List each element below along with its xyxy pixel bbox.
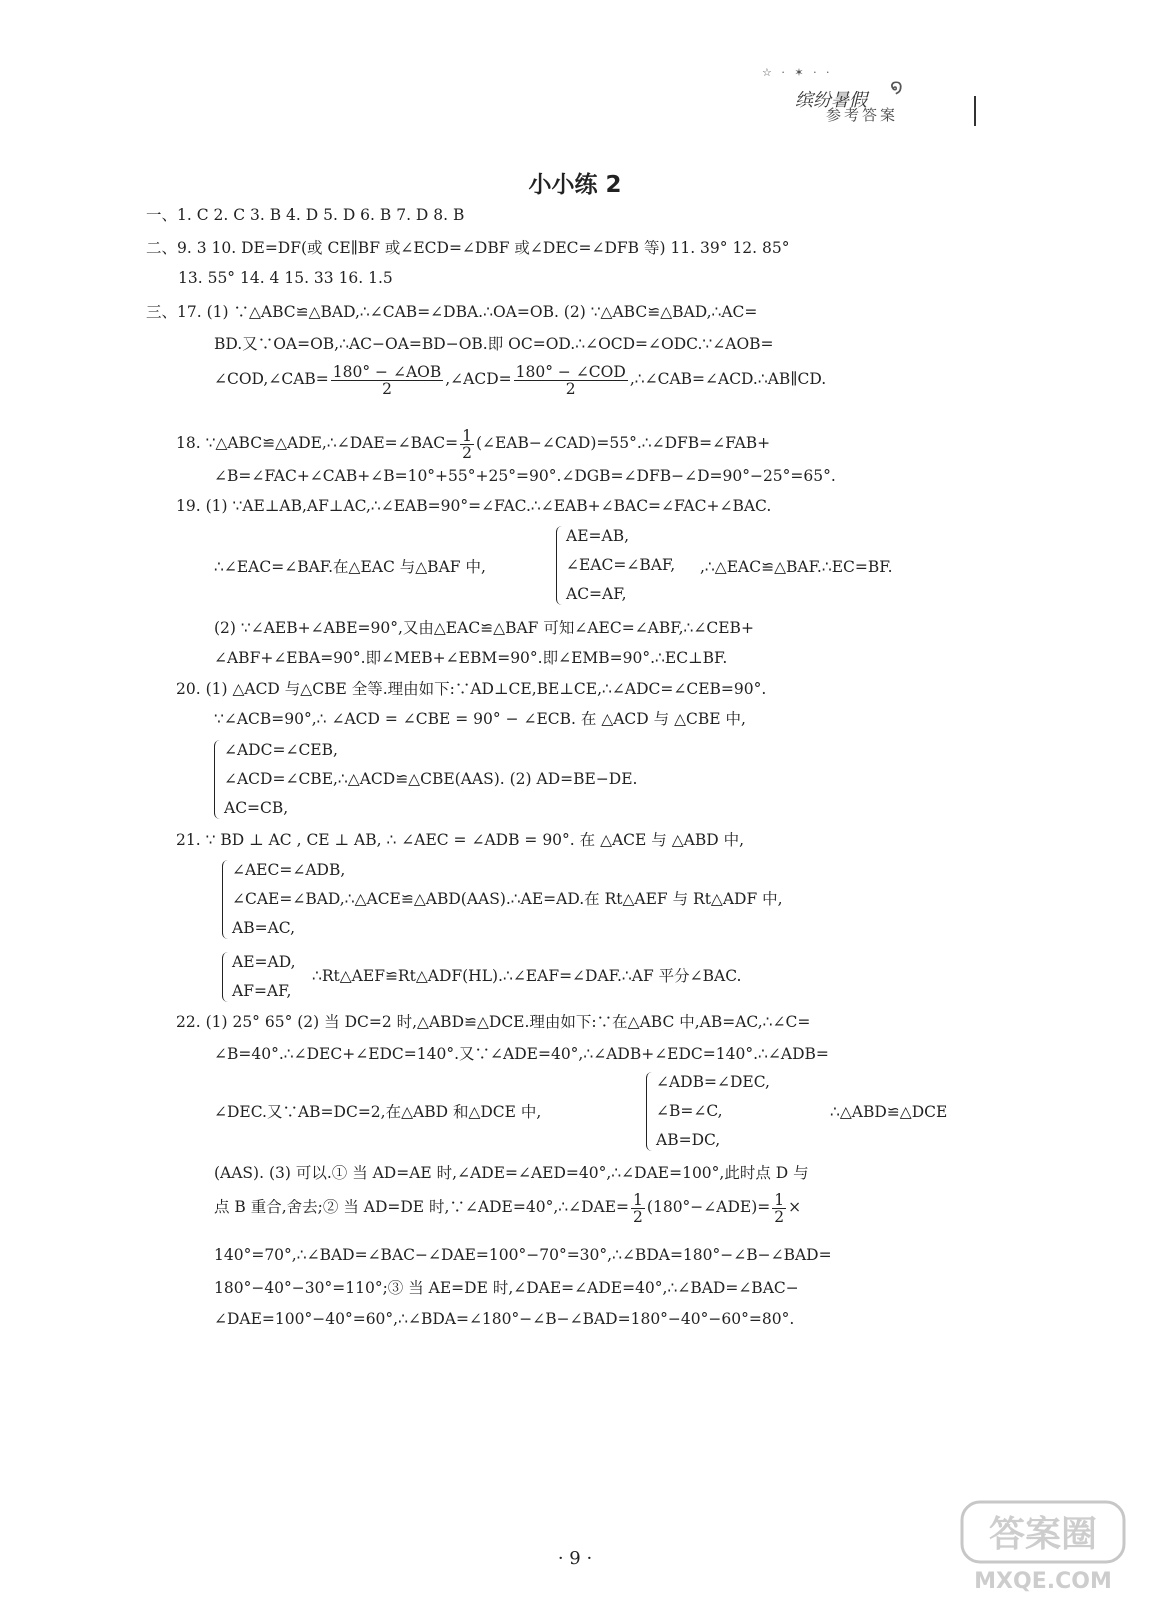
text-fragment: (∠EAB−∠CAD)=55°.∴∠DFB=∠FAB+ xyxy=(475,434,771,452)
system-row: ∠ADC=∠CEB, xyxy=(224,741,338,759)
answer-line-q19-3: (2) ∵∠AEB+∠ABE=90°,又由△EAC≌△BAF 可知∠AEC=∠ABF,∴∠CEB+ xyxy=(214,619,754,637)
answer-line-q22-6: 140°=70°,∴∠BAD=∠BAC−∠DAE=100°−70°=30°,∴∠BDA=180°−∠B−∠BAD= xyxy=(214,1246,832,1264)
answer-line-q17-1: 三、17. (1) ∵△ABC≌△BAD,∴∠CAB=∠DBA.∴OA=OB. (2) ∵△ABC≌△BAD,∴AC= xyxy=(146,303,758,321)
fraction xyxy=(631,1192,645,1225)
fraction xyxy=(460,428,474,461)
header-subtitle: 参考答案 xyxy=(826,106,899,124)
answer-line-q22-3a: ∠DEC.又∵AB=DC=2,在△ABD 和△DCE 中, xyxy=(214,1103,542,1121)
fraction-numerator: 180° − ∠AOB xyxy=(332,362,442,381)
text-fragment: (180°−∠ADE)= xyxy=(646,1198,771,1216)
fraction-denominator: 2 xyxy=(462,443,472,462)
system-row: AB=AC, xyxy=(232,919,295,937)
watermark-site: MXQE.COM xyxy=(974,1569,1112,1594)
system-row: AB=DC, xyxy=(656,1131,721,1149)
answer-line-q22-4: (AAS). (3) 可以.① 当 AD=AE 时,∠ADE=∠AED=40°,∴∠DAE=100°,此时点 D 与 xyxy=(214,1164,809,1182)
answer-line-q22-2: ∠B=40°.∴∠DEC+∠EDC=140°.又∵∠ADE=40°,∴∠ADB+∠EDC=140°.∴∠ADB= xyxy=(214,1045,829,1063)
fraction xyxy=(331,364,443,397)
text-fragment: × xyxy=(788,1198,802,1216)
watermark-text: 答案圈 xyxy=(988,1514,1098,1555)
system-row: AC=CB, xyxy=(224,799,289,817)
answer-line-q18-2: ∠B=∠FAC+∠CAB+∠B=10°+55°+25°=90°.∠DGB=∠DFB−∠D=90°−25°=65°. xyxy=(214,467,836,485)
system-row: AF=AF, xyxy=(232,982,292,1000)
system-row: ∠ACD=∠CBE,∴△ACD≌△CBE(AAS). (2) AD=BE−DE. xyxy=(224,770,638,788)
answer-line-choice: 一、1. C 2. C 3. B 4. D 5. D 6. B 7. D 8. B xyxy=(146,206,465,224)
fraction xyxy=(772,1192,786,1225)
text-fragment: ,∠ACD= xyxy=(445,370,512,388)
answer-line-q20-2: ∵∠ACB=90°,∴ ∠ACD = ∠CBE = 90° − ∠ECB. 在 △ACD 与 △CBE 中, xyxy=(214,710,746,728)
fraction-denominator: 2 xyxy=(774,1207,785,1226)
answer-line-q18-1 xyxy=(176,423,770,463)
fraction xyxy=(514,364,628,397)
header-stars: ☆ · ✶ · · xyxy=(762,66,833,79)
system-row: ∠EAC=∠BAF, xyxy=(566,556,676,574)
fraction-numerator: 180° − ∠COD xyxy=(515,362,626,381)
page-number: · 9 · xyxy=(557,1548,593,1569)
header-brand: 缤纷暑假 xyxy=(795,90,867,111)
system-row: ∠AEC=∠ADB, xyxy=(232,861,346,879)
system-row: AE=AD, xyxy=(232,953,296,971)
system-row: ∠CAE=∠BAD,∴△ACE≌△ABD(AAS).∴AE=AD.在 Rt△AEF 与 Rt△ADF 中, xyxy=(232,890,783,908)
answer-line-q19-4: ∠ABF+∠EBA=90°.即∠MEB+∠EBM=90°.即∠EMB=90°.∴EC⊥BF. xyxy=(214,649,728,667)
answer-line-q22-1: 22. (1) 25° 65° (2) 当 DC=2 时,△ABD≌△DCE.理由如下:∵在△ABC 中,AB=AC,∴∠C= xyxy=(176,1013,811,1031)
answer-line-q20-1: 20. (1) △ACD 与△CBE 全等.理由如下:∵AD⊥CE,BE⊥CE,∴∠ADC=∠CEB=90°. xyxy=(176,680,767,698)
answer-line-q22-7: 180°−40°−30°=110°;③ 当 AE=DE 时,∠DAE=∠ADE=40°,∴∠BAD=∠BAC− xyxy=(214,1279,799,1297)
fraction-numerator: 1 xyxy=(774,1190,785,1209)
answer-line-q22-8: ∠DAE=100°−40°=60°,∴∠BDA=∠180°−∠B−∠BAD=180°−40°−60°=80°. xyxy=(214,1310,795,1328)
answer-line-q17-2: BD.又∵OA=OB,∴AC−OA=BD−OB.即 OC=OD.∴∠OCD=∠ODC.∵∠AOB= xyxy=(214,335,774,353)
equation-system-q21a xyxy=(222,856,783,943)
answer-line-q19-2b: ,∴△EAC≌△BAF.∴EC=BF. xyxy=(700,558,893,576)
equation-system-q22 xyxy=(646,1068,770,1155)
fraction-numerator: 1 xyxy=(633,1190,643,1209)
fraction-denominator: 2 xyxy=(633,1207,643,1226)
fraction-numerator: 1 xyxy=(462,426,472,445)
fraction-denominator: 2 xyxy=(565,379,576,398)
answer-line-q21-1: 21. ∵ BD ⊥ AC , CE ⊥ AB, ∴ ∠AEC = ∠ADB = 90°. 在 △ACE 与 △ABD 中, xyxy=(176,831,744,849)
answer-line-q21-2: ∴Rt△AEF≌Rt△ADF(HL).∴∠EAF=∠DAF.∴AF 平分∠BAC. xyxy=(312,967,742,985)
page-title: 小小练 2 xyxy=(528,172,622,198)
answer-line-fill-2: 13. 55° 14. 4 15. 33 16. 1.5 xyxy=(178,269,393,287)
answer-line-q19-1: 19. (1) ∵AE⊥AB,AF⊥AC,∴∠EAB=90°=∠FAC.∴∠EAB+∠BAC=∠FAC+∠BAC. xyxy=(176,497,772,515)
system-row: AE=AB, xyxy=(566,527,630,545)
equation-system-q20 xyxy=(214,736,637,823)
fraction-denominator: 2 xyxy=(382,379,392,398)
watermark-logo xyxy=(958,1496,1128,1596)
text-fragment: 18. ∵△ABC≌△ADE,∴∠DAE=∠BAC= xyxy=(176,434,459,452)
text-fragment: 点 B 重合,舍去;② 当 AD=DE 时,∵∠ADE=40°,∴∠DAE= xyxy=(214,1198,630,1216)
answer-line-q19-2a: ∴∠EAC=∠BAF.在△EAC 与△BAF 中, xyxy=(214,558,486,576)
equation-system-q21b xyxy=(222,948,296,1006)
system-row: ∠B=∠C, xyxy=(656,1102,723,1120)
answer-line-q22-3b: ∴△ABD≌△DCE xyxy=(830,1103,948,1121)
system-row: AC=AF, xyxy=(566,585,627,603)
equation-system-q19 xyxy=(556,522,675,609)
text-fragment: ,∴∠CAB=∠ACD.∴AB∥CD. xyxy=(629,370,827,388)
header-divider xyxy=(974,96,976,126)
answer-line-q17-3 xyxy=(214,359,826,399)
answer-line-fill-1: 二、9. 3 10. DE=DF(或 CE∥BF 或∠ECD=∠DBF 或∠DEC=∠DFB 等) 11. 39° 12. 85° xyxy=(146,239,790,257)
answer-line-q22-5 xyxy=(214,1187,801,1227)
swirl-icon: ໑ xyxy=(890,74,903,98)
text-fragment: ∠COD,∠CAB= xyxy=(214,370,329,388)
system-row: ∠ADB=∠DEC, xyxy=(656,1073,770,1091)
